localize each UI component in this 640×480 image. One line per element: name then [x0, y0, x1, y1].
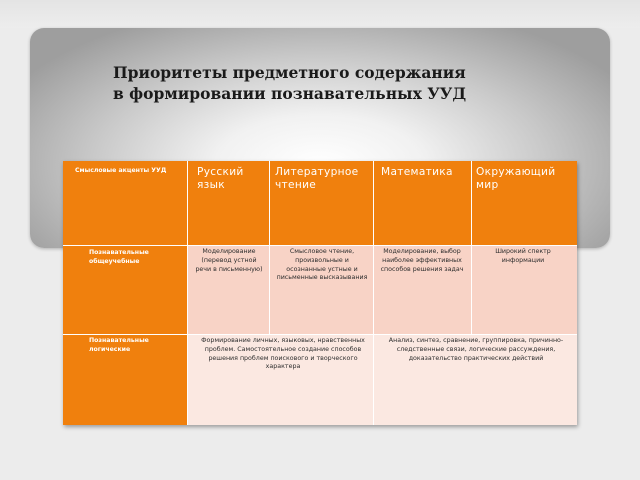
- cell-general-world: Широкий спектр информации: [495, 248, 551, 264]
- column-header-russian: Русский язык: [197, 166, 244, 191]
- corner-header: Смысловые акценты УУД: [75, 167, 167, 174]
- priorities-table: [63, 161, 577, 425]
- title-line-1: Приоритеты предметного содержания: [113, 63, 466, 82]
- grid-line: [187, 161, 188, 425]
- column-header-math: Математика: [381, 166, 453, 178]
- cell-general-russian: Моделирование (перевод устной речи в письменную): [195, 248, 263, 273]
- page-title: [113, 62, 533, 104]
- cell-general-literature: Смысловое чтение, произвольные и осознанные устные и письменные высказывания: [276, 248, 368, 282]
- grid-line: [63, 245, 577, 246]
- row-label-general: Познавательные общеучебные: [89, 249, 149, 265]
- row-label-logical: Познавательные логические: [89, 337, 149, 353]
- column-header-world: Окружающий мир: [476, 166, 556, 191]
- column-header-literature: Литературное чтение: [275, 166, 359, 191]
- grid-line: [373, 161, 374, 425]
- title-line-2: в формировании познавательных УУД: [113, 84, 467, 103]
- row-header-column: [63, 161, 187, 425]
- grid-line: [471, 161, 472, 334]
- grid-line: [63, 334, 577, 335]
- cell-logical-math-world: Анализ, синтез, сравнение, группировка, причинно-следственные связи, логические рассуждения, доказательство практических действий: [388, 337, 564, 362]
- slide-background: [0, 0, 640, 28]
- cell-general-math: Моделирование, выбор наиболее эффективных способов решения задач: [380, 248, 464, 273]
- grid-line: [269, 161, 270, 334]
- cell-logical-russian-literature: Формирование личных, языковых, нравственных проблем. Самостоятельное создание способов решения проблем поискового и творческого характера: [201, 337, 365, 371]
